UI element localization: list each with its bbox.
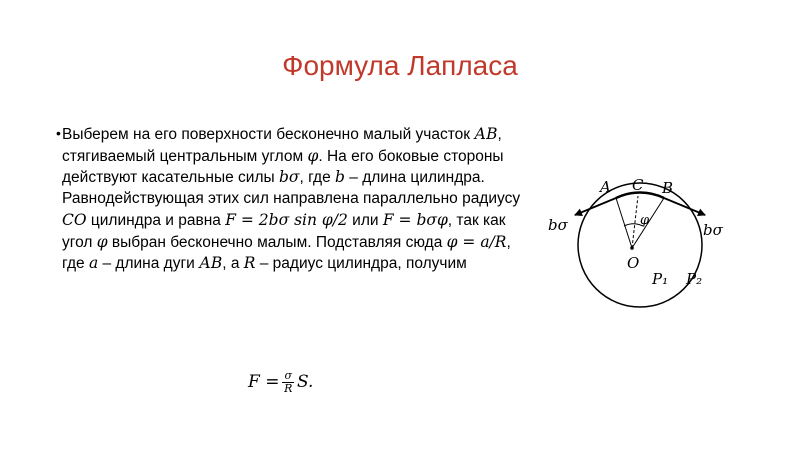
formula-numerator: σ [284, 368, 292, 382]
formula-rhs: S. [296, 372, 314, 392]
formula-denominator: R [284, 381, 293, 395]
cylinder-diagram [540, 172, 723, 322]
label-right-force: bσ [703, 221, 723, 239]
formula-fraction [282, 370, 294, 395]
paragraph: Выберем на его поверхности бесконечно малый участок АВ, стягиваемый центральным углом φ. На его боковые стороны действуют касательные силы bσ, где b – длина цилиндра. Равнодействующая этих сил направлена параллельно радиусу СО цилиндра и равна F = 2bσ sin φ/2 или F = bσφ, так как угол φ выбран бесконечно малым. Подставляя сюда φ = a/R, где a – длина дуги АВ, а R – радиус цилиндра, получим [62, 125, 521, 273]
label-b: B [662, 179, 674, 197]
label-c: C [632, 176, 644, 194]
label-p2: P₂ [686, 270, 703, 288]
body-text [56, 124, 522, 275]
bullet-marker: • [56, 125, 61, 141]
label-o: O [627, 254, 640, 272]
label-a: A [600, 178, 611, 196]
laplace-formula [248, 362, 313, 402]
label-p1: P₁ [652, 270, 669, 288]
center-point [630, 246, 634, 250]
label-phi: φ [640, 213, 650, 228]
formula-inline-2: F = bσφ [382, 210, 448, 229]
force-arrow-left [575, 198, 616, 215]
formula-lhs: F = [248, 372, 280, 392]
formula-inline-3: φ = a/R [446, 232, 507, 251]
force-arrow-right [664, 198, 705, 215]
formula-inline-1: F = 2bσ sin φ/2 [225, 210, 348, 229]
radius-oa [616, 198, 632, 248]
slide-title: Формула Лапласа [282, 50, 518, 81]
cylinder-section [578, 183, 702, 307]
label-left-force: bσ [548, 216, 568, 234]
